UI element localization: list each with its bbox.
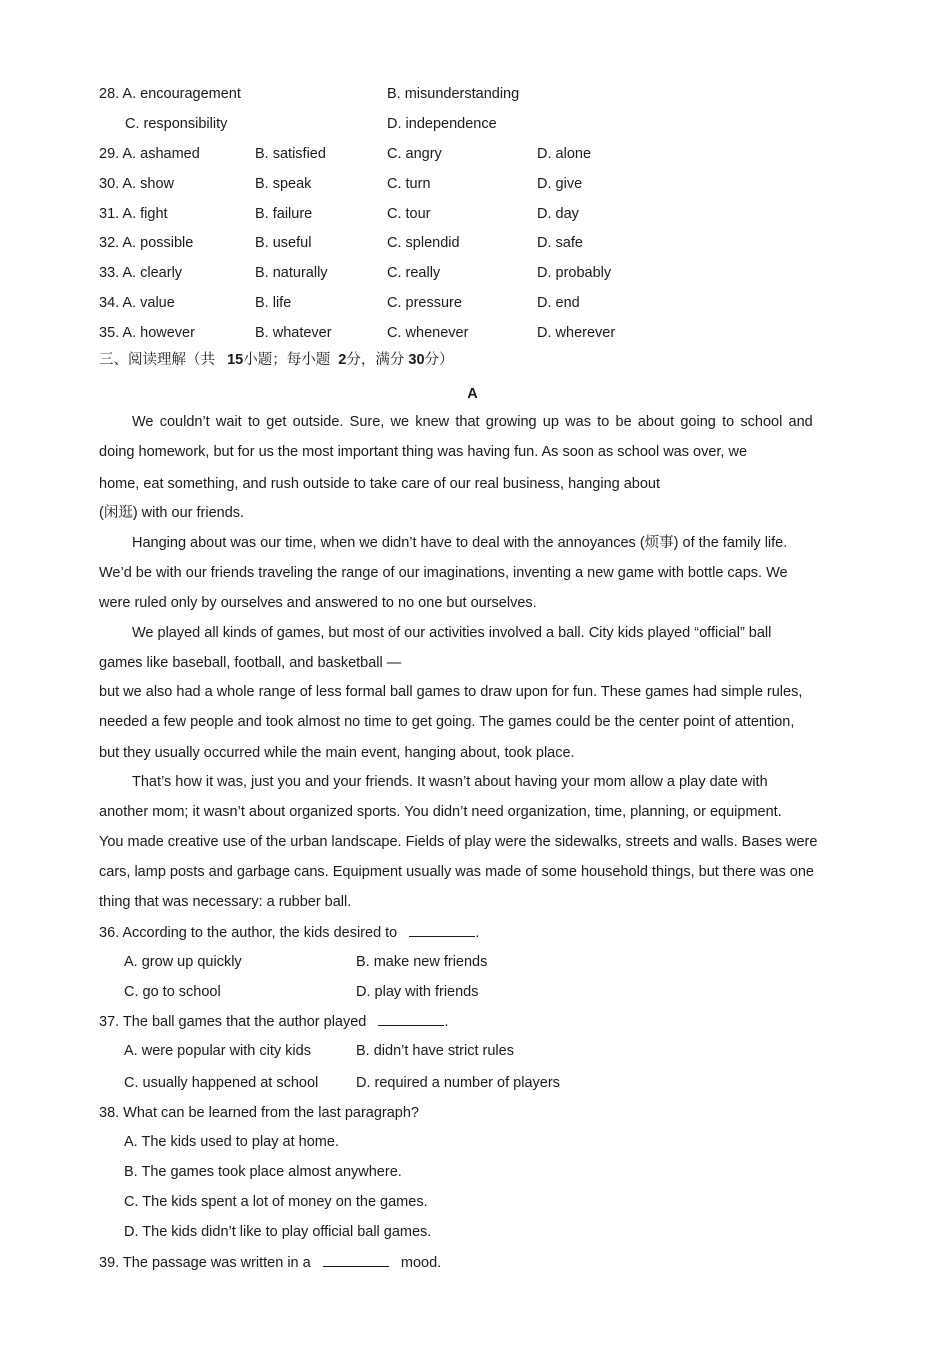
option-29-c: C. angry [387,146,442,162]
option-32-d: D. safe [537,235,583,251]
question-36-option-d: D. play with friends [356,984,479,1000]
question-37-option-c: C. usually happened at school [124,1075,319,1091]
option-34-b: B. life [255,295,292,311]
question-36-option-b: B. make new friends [356,954,488,970]
section-heading: 三、阅读理解（共 15小题；每小题 2分，满分 30分） [99,352,454,368]
passage-line: games like baseball, football, and basketball — [99,655,402,671]
passage-line: another mom; it wasn’t about organized sports. You didn’t need organization, time, planning, or equipment. [99,804,782,820]
passage-line: (闲逛) with our friends. [99,505,245,521]
passage-line: but they usually occurred while the main event, hanging about, took place. [99,745,575,761]
question-stem: 38. What can be learned from the last paragraph? [99,1105,419,1121]
passage-line: cars, lamp posts and garbage cans. Equipment usually was made of some household things, but there was one [99,864,814,880]
passage-line: You made creative use of the urban landscape. Fields of play were the sidewalks, streets and walls. Bases were [99,834,818,850]
option-33-a: 33. A. clearly [99,265,183,281]
option-31-d: D. day [537,206,579,222]
option-28-c: C. responsibility [125,116,228,132]
passage-line: thing that was necessary: a rubber ball. [99,894,352,910]
question-37-option-d: D. required a number of players [356,1075,560,1091]
option-35-d: D. wherever [537,325,616,341]
passage-line: Hanging about was our time, when we didn’t have to deal with the annoyances (烦事) of the family life. [132,535,788,551]
option-35-b: B. whatever [255,325,332,341]
option-29-d: D. alone [537,146,592,162]
option-31-b: B. failure [255,206,313,222]
passage-line: were ruled only by ourselves and answered to no one but ourselves. [99,595,537,611]
passage-line: doing homework, but for us the most important thing was having fun. As soon as school was over, we [99,444,748,460]
option-32-c: C. splendid [387,235,460,251]
option-28-a: 28. A. encouragement [99,86,241,102]
question-38-option-b: B. The games took place almost anywhere. [124,1164,402,1180]
answer-blank [378,1012,444,1026]
question-36-option-a: A. grow up quickly [124,954,242,970]
option-34-c: C. pressure [387,295,462,311]
option-30-b: B. speak [255,176,312,192]
passage-line: but we also had a whole range of less formal ball games to draw upon for fun. These games had simple rules, [99,684,803,700]
question-37-option-a: A. were popular with city kids [124,1043,311,1059]
option-28-d: D. independence [387,116,497,132]
option-34-a: 34. A. value [99,295,175,311]
question-stem: 36. According to the author, the kids desired to . [99,925,480,941]
question-37-option-b: B. didn’t have strict rules [356,1043,514,1059]
option-32-a: 32. A. possible [99,235,194,251]
passage-line: We’d be with our friends traveling the range of our imaginations, inventing a new game with bottle caps. We [99,565,788,581]
option-32-b: B. useful [255,235,312,251]
option-33-c: C. really [387,265,441,281]
question-38-option-a: A. The kids used to play at home. [124,1134,339,1150]
option-34-d: D. end [537,295,580,311]
option-35-c: C. whenever [387,325,469,341]
question-38-option-d: D. The kids didn’t like to play official ball games. [124,1224,432,1240]
question-38-option-c: C. The kids spent a lot of money on the games. [124,1194,428,1210]
option-30-c: C. turn [387,176,431,192]
question-36-option-c: C. go to school [124,984,221,1000]
passage-line: We played all kinds of games, but most of our activities involved a ball. City kids played “official” ball [132,625,772,641]
question-stem: 37. The ball games that the author played . [99,1014,449,1030]
option-29-b: B. satisfied [255,146,326,162]
option-33-d: D. probably [537,265,612,281]
question-stem: 39. The passage was written in a mood. [99,1255,442,1271]
passage-line: That’s how it was, just you and your friends. It wasn’t about having your mom allow a play date with [132,774,768,790]
answer-blank [323,1253,389,1267]
option-28-b: B. misunderstanding [387,86,520,102]
passage-line: home, eat something, and rush outside to take care of our real business, hanging about [99,476,661,492]
option-31-a: 31. A. fight [99,206,168,222]
option-29-a: 29. A. ashamed [99,146,200,162]
option-31-c: C. tour [387,206,431,222]
option-30-a: 30. A. show [99,176,174,192]
passage-line: needed a few people and took almost no time to get going. The games could be the center point of attention, [99,714,795,730]
option-35-a: 35. A. however [99,325,195,341]
answer-blank [409,923,475,937]
option-30-d: D. give [537,176,583,192]
passage-line: We couldn’t wait to get outside. Sure, we knew that growing up was to be about going to school and [132,414,813,430]
option-33-b: B. naturally [255,265,328,281]
passage-title: A [467,386,478,402]
